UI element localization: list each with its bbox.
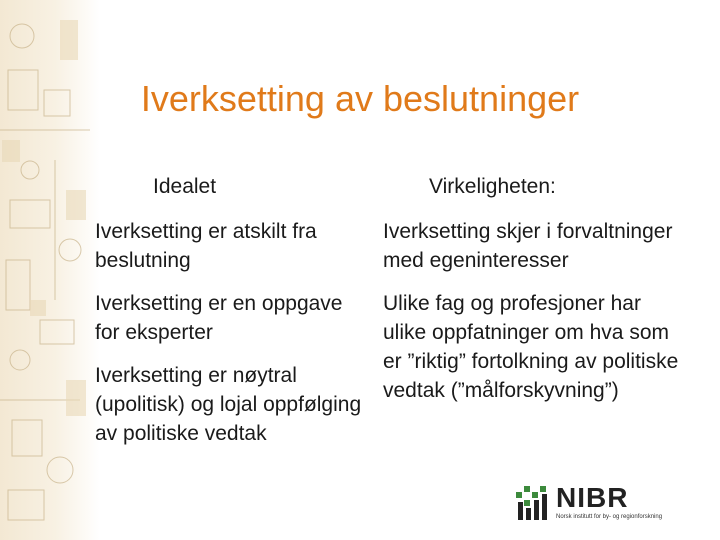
right-item: Iverksetting skjer i forvaltninger med egeninteresser	[383, 220, 673, 272]
logo-subtitle: Norsk institutt for by- og regionforskning	[556, 514, 663, 520]
left-item: Iverksetting er nøytral (upolitisk) og lojal oppfølging av politiske vedtak	[95, 364, 362, 445]
nibr-logo	[514, 482, 694, 524]
nibr-logo-icon	[514, 482, 554, 522]
right-column-heading: Virkeligheten:	[429, 175, 556, 198]
logo-name: NIBR	[556, 482, 629, 513]
left-item: Iverksetting er atskilt fra beslutning	[95, 220, 317, 272]
right-item: Ulike fag og profesjoner har ulike oppfatninger om hva som er ”riktig” fortolkning av politiske vedtak (”målforskyvning”)	[383, 292, 679, 402]
slide-title: Iverksetting av beslutninger	[140, 78, 580, 119]
left-column	[95, 172, 365, 462]
left-item: Iverksetting er en oppgave for eksperter	[95, 292, 343, 344]
right-column	[383, 172, 683, 419]
left-column-heading: Idealet	[153, 175, 217, 198]
